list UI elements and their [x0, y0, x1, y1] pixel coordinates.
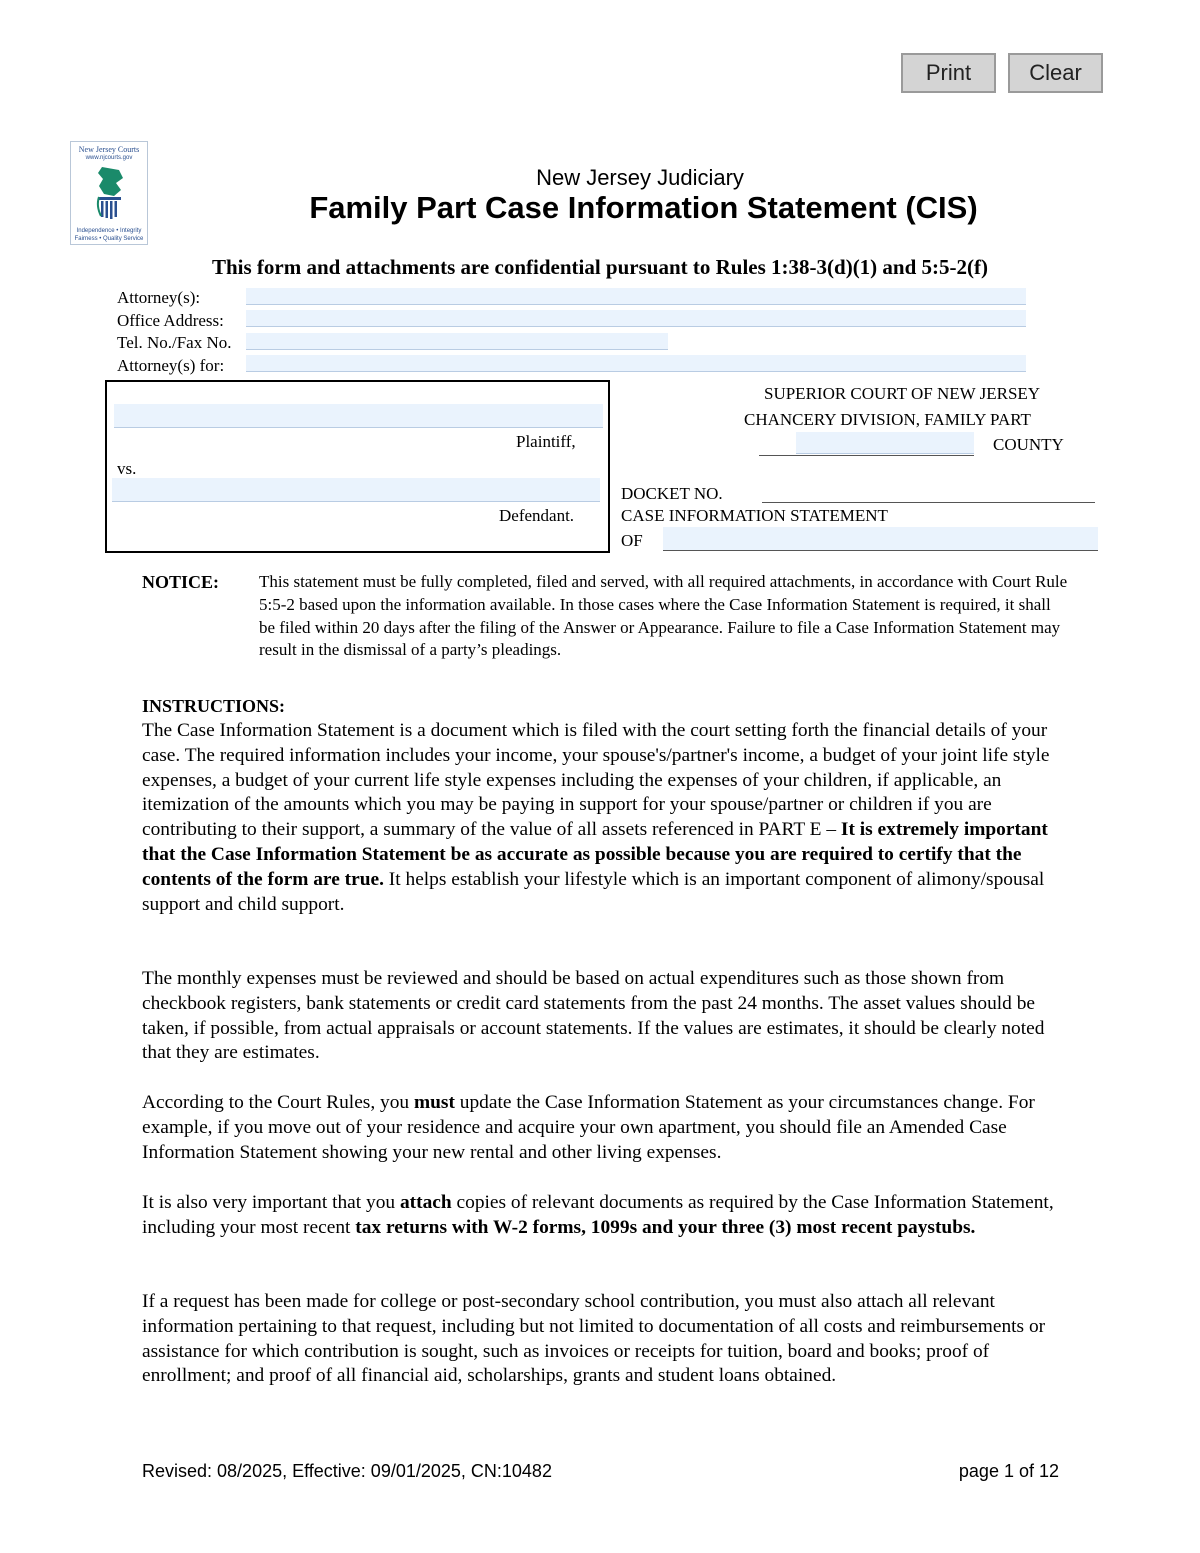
- instructions-paragraph-5: [142, 1290, 1072, 1389]
- p4-text: It is also very important that you: [142, 1192, 400, 1213]
- instructions-paragraph-1: [142, 719, 1072, 917]
- plaintiff-label: Plaintiff,: [516, 432, 576, 451]
- defendant-label: Defendant.: [499, 506, 575, 525]
- attorney-for-label: Attorney(s) for:: [117, 356, 225, 375]
- docket-label: DOCKET NO.: [621, 484, 723, 503]
- of-party-field[interactable]: [663, 527, 1098, 551]
- org-name: New Jersey Judiciary: [536, 165, 744, 190]
- office-address-field[interactable]: [246, 310, 1026, 327]
- attorney-label: Attorney(s):: [117, 288, 201, 307]
- court-name-line1: SUPERIOR COURT OF NEW JERSEY: [764, 384, 1041, 403]
- p3-text-end: update the Case Information Statement as your circumstances change. For example, if you move out of your residence and acquire your own apartment, you should file an Amended Case Information Statement showing your new rental and other living expenses.: [142, 1092, 1035, 1163]
- p3-text: According to the Court Rules, you: [142, 1092, 414, 1113]
- clear-button[interactable]: Clear: [1008, 53, 1103, 93]
- p4-emphasis-docs: tax returns with W-2 forms, 1099s and your three (3) most recent paystubs.: [355, 1216, 976, 1238]
- notice-text: This statement must be fully completed, filed and served, with all required attachments, in accordance with Court Rule 5:5-2 based upon the information available. In those cases where the Case Information Statement is required, it shall be filed within 20 days after the filing of the Answer or Appearance. Failure to file a Case Information Statement may result in the dismissal of a party’s pleadings.: [259, 572, 1068, 660]
- print-button[interactable]: Print: [901, 53, 996, 93]
- logo-motto-1: Independence • Integrity: [76, 228, 142, 234]
- plaintiff-field[interactable]: [114, 404, 603, 428]
- logo-motto-2: Fairness • Quality Service: [74, 236, 144, 242]
- attorney-field[interactable]: [246, 288, 1026, 305]
- tel-fax-field[interactable]: [246, 333, 668, 350]
- docket-field[interactable]: [762, 481, 1095, 503]
- instructions-paragraph-3: [142, 1091, 1072, 1165]
- logo-url-text: www.njcourts.gov: [85, 155, 133, 161]
- attorney-for-field[interactable]: [246, 355, 1026, 372]
- defendant-field[interactable]: [112, 478, 600, 502]
- page-number: page 1 of 12: [958, 1461, 1059, 1481]
- p1-text-end: It helps establish your lifestyle which is an important component of alimony/spousal support and child support.: [142, 868, 1045, 915]
- tel-fax-label: Tel. No./Fax No.: [117, 333, 232, 352]
- p1-emphasis: It is extremely important that the Case Information Statement be as accurate as possible because you are required to certify that the contents of the form are true.: [142, 819, 1048, 890]
- county-field[interactable]: [796, 432, 974, 454]
- court-name-line2: CHANCERY DIVISION, FAMILY PART: [744, 410, 1031, 429]
- p3-emphasis: must: [413, 1092, 455, 1113]
- p4-text-mid: copies of relevant documents as required by the Case Information Statement, including your most recent: [142, 1192, 1054, 1238]
- p1-text: The Case Information Statement is a document which is filed with the court setting forth the financial details of your case. The required information includes your income, your spouse's/partner's income, a budget of your joint life style expenses, a budget of your current life style expenses including the expenses of your children, if applicable, an itemization of the amounts which you may be paying in support for your spouse/partner or children if you are contributing to their support, a summary of the value of all assets referenced in PART E –: [142, 720, 1050, 841]
- county-label: COUNTY: [993, 435, 1064, 454]
- p5-text: If a request has been made for college or post-secondary school contribution, you must also attach all relevant information pertaining to that request, including but not limited to documentation of all costs and reimbursements or assistance for which contribution is sought, such as invoices or receipts for tuition, board and books; proof of enrollment; and proof of all financial aid, scholarships, grants and student loans obtained.: [142, 1291, 1046, 1387]
- vs-label: vs.: [117, 459, 137, 478]
- instructions-heading: INSTRUCTIONS:: [142, 696, 286, 716]
- office-address-label: Office Address:: [117, 311, 224, 330]
- logo-title-text: New Jersey Courts: [78, 145, 140, 154]
- notice-label: NOTICE:: [142, 572, 220, 592]
- p4-emphasis-attach: attach: [399, 1192, 452, 1213]
- of-label: OF: [621, 531, 643, 550]
- instructions-paragraph-2: [142, 967, 1072, 1066]
- cis-label: CASE INFORMATION STATEMENT: [621, 506, 888, 525]
- instructions-paragraph-4: [142, 1191, 1072, 1241]
- page-title: Family Part Case Information Statement (CIS): [309, 190, 978, 225]
- confidential-notice: This form and attachments are confidential pursuant to Rules 1:38-3(d)(1) and 5:5-2(f): [211, 255, 988, 279]
- p2-text: The monthly expenses must be reviewed and should be based on actual expenditures such as those shown from checkbook registers, bank statements or credit card statements from the past 24 months. The asset values should be taken, if possible, from actual appraisals or account statements. If the values are estimates, it should be clearly noted that they are estimates.: [142, 968, 1045, 1064]
- revision-info: Revised: 08/2025, Effective: 09/01/2025, CN:10482: [142, 1461, 552, 1481]
